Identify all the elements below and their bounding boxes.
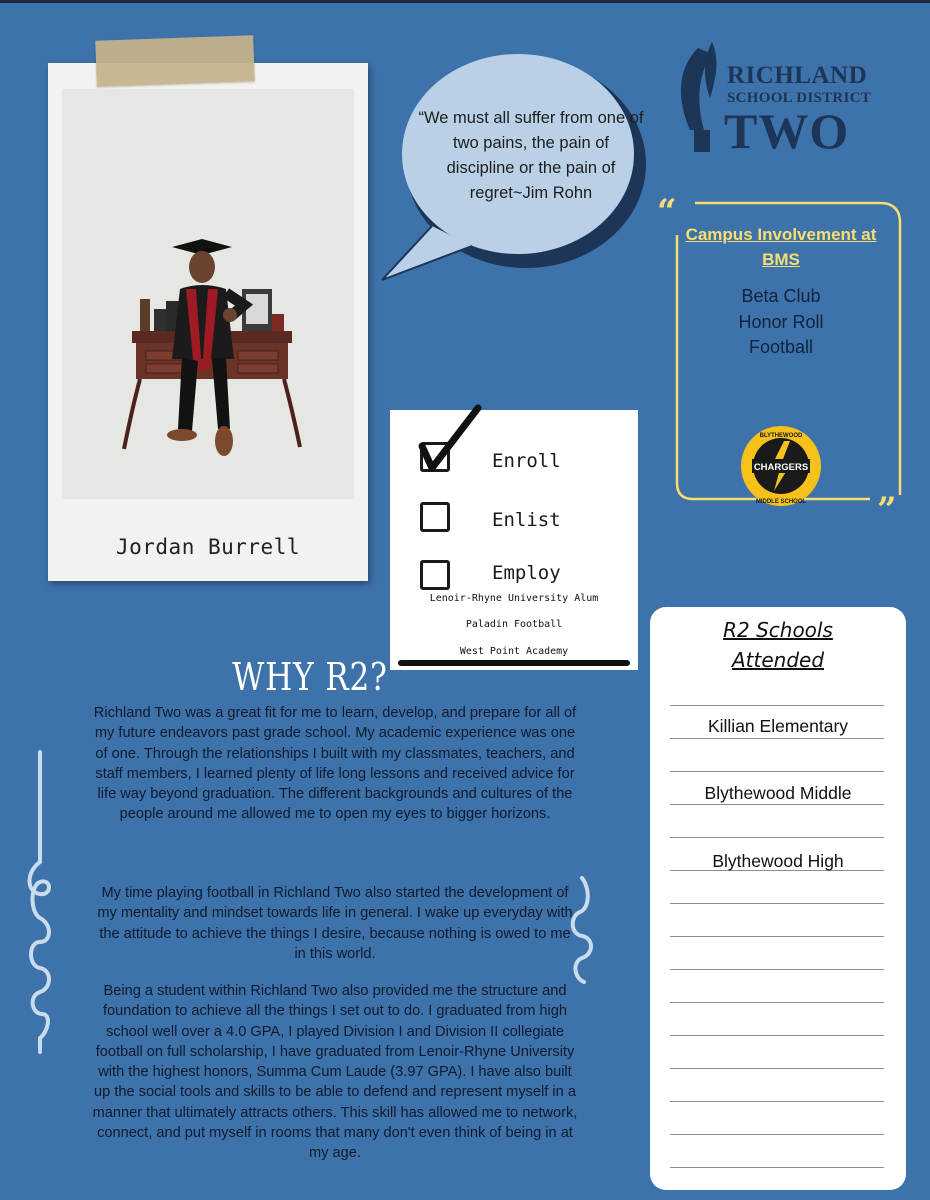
ruled-line xyxy=(670,903,884,904)
note-line: West Point Academy xyxy=(459,646,569,657)
checkbox-employ xyxy=(420,560,450,590)
ruled-line xyxy=(670,936,884,937)
quote-text: “We must all suffer from one of two pains, the pain of discipline or the pain of regret~Jim Rohn xyxy=(418,109,644,202)
ruled-line xyxy=(670,1134,884,1135)
flourish-right xyxy=(566,878,600,988)
badge-center-text: CHARGERS xyxy=(753,462,809,473)
chargers-badge xyxy=(740,425,822,507)
ruled-line xyxy=(670,1068,884,1069)
school-item: Killian Elementary xyxy=(707,716,849,736)
schools-card xyxy=(650,607,906,1190)
note-line: Paladin Football xyxy=(465,619,563,630)
checkbox-enlist xyxy=(420,502,450,532)
involvement-item: Football xyxy=(748,337,814,357)
checklist-card xyxy=(390,410,638,670)
ruled-line xyxy=(670,1167,884,1168)
top-border xyxy=(0,0,930,3)
why-paragraph: Richland Two was a great fit for me to learn, develop, and prepare for all of my future endeavors past grade school. My academic experience was one of one. Through the relationships I built with my classmates, teachers, and staff members, I learned plenty of life long lessons and received advice for life way beyond graduation. The different backgrounds and cultures of the people around me allowed me to open my eyes to bigger horizons. xyxy=(93,705,577,823)
quote-close-icon: ” xyxy=(877,490,897,530)
option-label: Enroll xyxy=(492,450,561,472)
why-paragraph: Being a student within Richland Two also provided me the structure and foundation to achieve all the things I set out to do. I graduated from high school well over a 4.0 GPA, I played Division I and Division II collegiate football on full scholarship, I have graduated from Lenoir-Rhyne University with the highest honors, Summa Cum Laude (3.97 GPA). I have also built up the social tools and skills to be able to defend and represent myself in a manner that ultimately attracts others. This skill has allowed me to network, connect, and put myself in rooms that many don't even think of being in at my age. xyxy=(92,983,578,1162)
ruled-line xyxy=(670,969,884,970)
schools-title-line: Attended xyxy=(731,648,825,672)
school-item: Blythewood High xyxy=(712,851,844,871)
involvement-title: Campus Involvement at BMS xyxy=(685,225,877,269)
badge-bottom-text: MIDDLE SCHOOL xyxy=(755,499,807,505)
quote-open-icon: “ xyxy=(657,192,677,232)
why-heading: WHY R2? xyxy=(232,655,388,699)
ruled-line xyxy=(670,738,884,739)
school-item: Blythewood Middle xyxy=(704,783,852,803)
option-label: Employ xyxy=(492,562,561,584)
involvement-item: Beta Club xyxy=(741,286,821,306)
why-paragraph: My time playing football in Richland Two also started the development of my mentality and mindset towards life in general. I wake up everyday with the attitude to achieve the things I desire, because nothing is owed to me in this world. xyxy=(97,885,573,962)
graduate-illustration xyxy=(62,89,354,499)
ruled-line xyxy=(670,837,884,838)
logo-line-3: TWO xyxy=(724,103,850,159)
note-line: Lenoir-Rhyne University Alum xyxy=(429,593,599,604)
ruled-line xyxy=(670,705,884,706)
tape-strip xyxy=(95,35,255,86)
ruled-line xyxy=(670,771,884,772)
graduate-photo xyxy=(62,89,354,499)
checkmark-icon xyxy=(416,402,486,474)
option-label: Enlist xyxy=(492,509,561,531)
logo-line-1: RICHLAND xyxy=(727,62,868,89)
student-name: Jordan Burrell xyxy=(115,535,300,559)
ruled-line xyxy=(670,804,884,805)
involvement-item: Honor Roll xyxy=(738,311,824,332)
ruled-line xyxy=(670,1035,884,1036)
badge-top-text: BLYTHEWOOD xyxy=(759,433,803,439)
flourish-left xyxy=(22,752,62,1052)
involvement-list xyxy=(681,284,881,361)
ruled-line xyxy=(670,1002,884,1003)
schools-title-line: R2 Schools xyxy=(723,618,833,642)
logo-line-2: SCHOOL DISTRICT xyxy=(727,90,872,106)
schools-title xyxy=(650,615,906,675)
ruled-line xyxy=(670,1101,884,1102)
polaroid-photo-card xyxy=(48,63,368,581)
